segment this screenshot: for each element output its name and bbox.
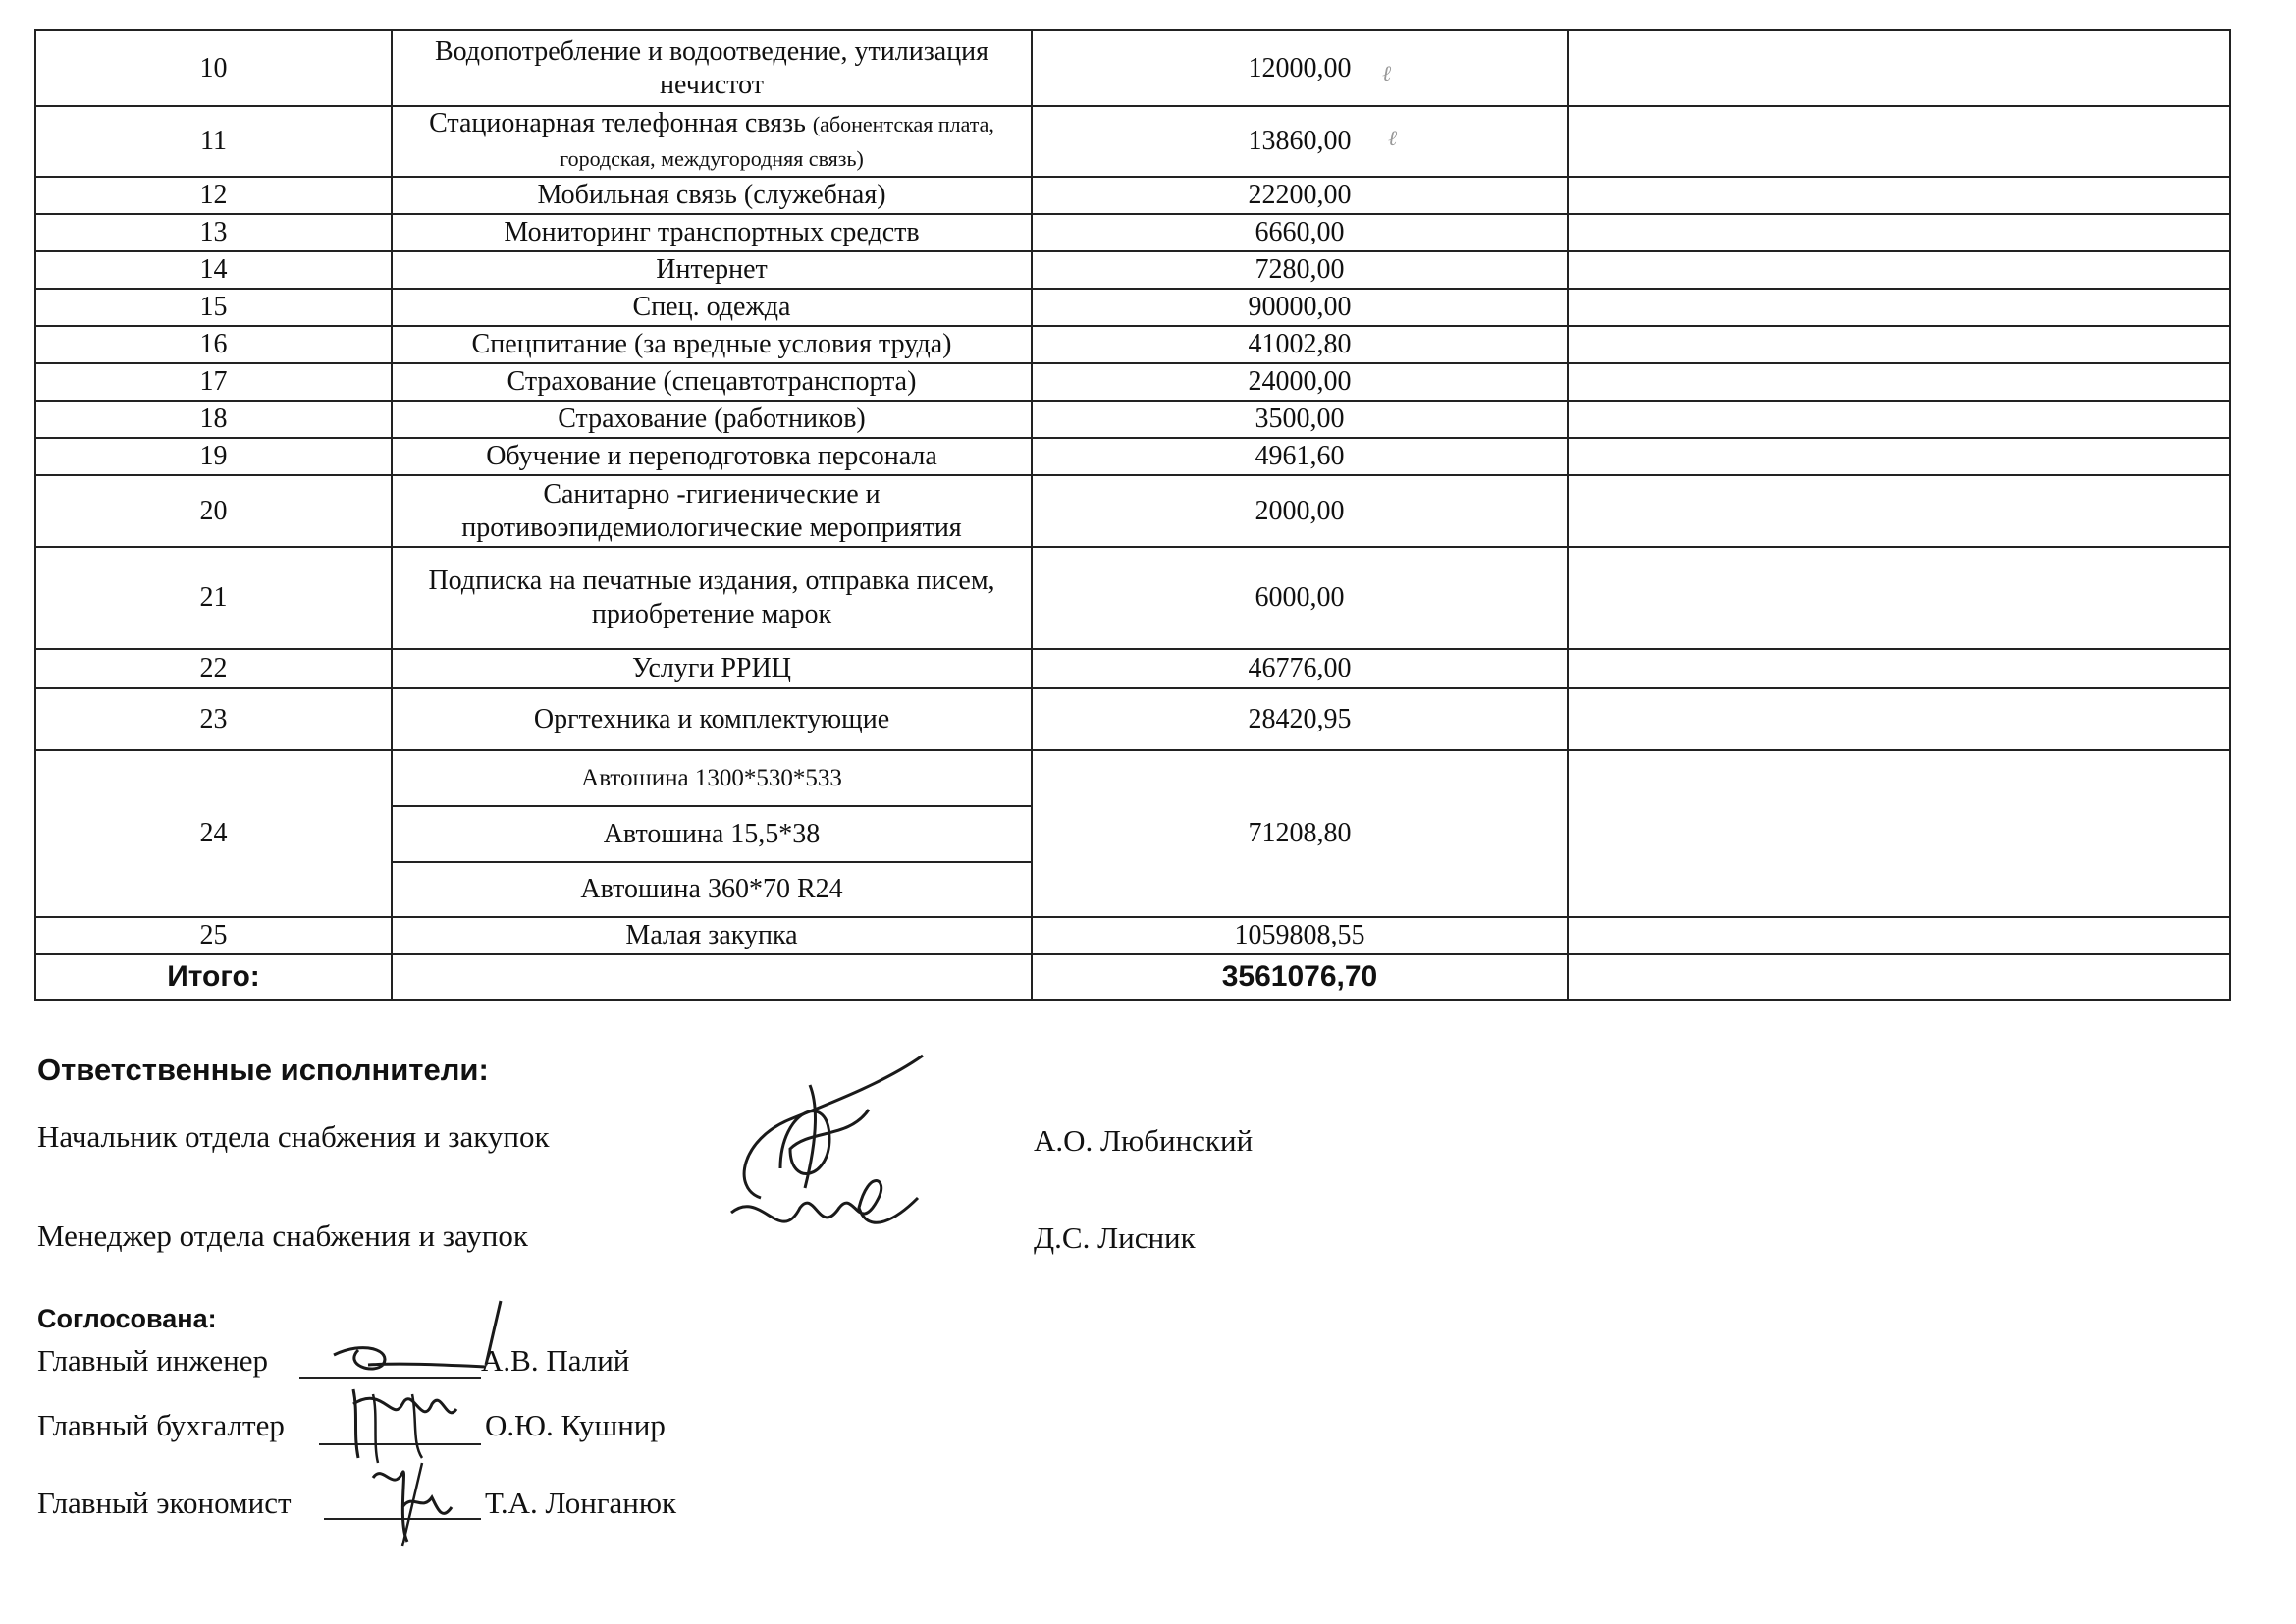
row-name: Санитарно -гигиенические и противоэпидемиологические мероприятия bbox=[392, 475, 1032, 547]
row-sum: 71208,80 bbox=[1032, 750, 1568, 917]
row-number: 19 bbox=[35, 438, 392, 475]
row-number: 16 bbox=[35, 326, 392, 363]
table-row bbox=[35, 688, 2230, 750]
total-sum: 3561076,70 bbox=[1032, 954, 1568, 1000]
check-mark: ℓ bbox=[1388, 126, 1398, 150]
row-number: 23 bbox=[35, 688, 392, 750]
total-empty bbox=[392, 954, 1032, 1000]
row-note bbox=[1568, 326, 2230, 363]
table-row bbox=[35, 649, 2230, 688]
row-name: Водопотребление и водоотведение, утилизация нечистот bbox=[392, 30, 1032, 106]
row-number: 21 bbox=[35, 547, 392, 649]
row-name-detail: (абонентская плата, городская, междугородняя связь) bbox=[560, 112, 994, 171]
expense-table bbox=[34, 29, 2231, 1001]
approval-heading: Соглосована: bbox=[37, 1304, 217, 1333]
row-sum: 24000,00 bbox=[1032, 363, 1568, 401]
row-sum: 6660,00 bbox=[1032, 214, 1568, 251]
row-note bbox=[1568, 30, 2230, 106]
row-name: Интернет bbox=[392, 251, 1032, 289]
row-name: Оргтехника и комплектующие bbox=[392, 688, 1032, 750]
row-name: Мониторинг транспортных средств bbox=[392, 214, 1032, 251]
row-number: 22 bbox=[35, 649, 392, 688]
row-sum: 2000,00 bbox=[1032, 475, 1568, 547]
row-note bbox=[1568, 750, 2230, 917]
row-note bbox=[1568, 289, 2230, 326]
table-row bbox=[35, 438, 2230, 475]
row-number: 18 bbox=[35, 401, 392, 438]
row-note bbox=[1568, 547, 2230, 649]
row-sum: 46776,00 bbox=[1032, 649, 1568, 688]
table-row bbox=[35, 214, 2230, 251]
row-name: Спецпитание (за вредные условия труда) bbox=[392, 326, 1032, 363]
table-row bbox=[35, 251, 2230, 289]
row-number: 25 bbox=[35, 917, 392, 954]
row-note bbox=[1568, 106, 2230, 177]
table-row bbox=[35, 106, 2230, 177]
person-name: А.О. Любинский bbox=[1034, 1123, 1254, 1158]
row-number: 20 bbox=[35, 475, 392, 547]
row-sum: 3500,00 bbox=[1032, 401, 1568, 438]
row-name: Услуги РРИЦ bbox=[392, 649, 1032, 688]
total-row bbox=[35, 954, 2230, 1000]
row-number: 11 bbox=[35, 106, 392, 177]
row-note bbox=[1568, 438, 2230, 475]
row-name: Спец. одежда bbox=[392, 289, 1032, 326]
row-sum: 13860,00 bbox=[1032, 106, 1568, 177]
table-row bbox=[35, 750, 2230, 806]
row-number: 15 bbox=[35, 289, 392, 326]
row-name: Страхование (спецавтотранспорта) bbox=[392, 363, 1032, 401]
position-label: Главный экономист bbox=[37, 1486, 292, 1520]
tire-item: Автошина 360*70 R24 bbox=[392, 862, 1032, 917]
table-row bbox=[35, 401, 2230, 438]
tire-item: Автошина 15,5*38 bbox=[392, 806, 1032, 862]
total-note bbox=[1568, 954, 2230, 1000]
person-name: А.В. Палий bbox=[481, 1343, 630, 1378]
table-row bbox=[35, 547, 2230, 649]
signature-approvals bbox=[314, 1296, 530, 1561]
table-row bbox=[35, 30, 2230, 106]
row-number: 24 bbox=[35, 750, 392, 917]
row-sum: 22200,00 bbox=[1032, 177, 1568, 214]
row-note bbox=[1568, 251, 2230, 289]
row-sum: 90000,00 bbox=[1032, 289, 1568, 326]
row-note bbox=[1568, 363, 2230, 401]
table-row bbox=[35, 917, 2230, 954]
person-name: Д.С. Лисник bbox=[1034, 1220, 1196, 1255]
row-sum: 28420,95 bbox=[1032, 688, 1568, 750]
row-name: Малая закупка bbox=[392, 917, 1032, 954]
total-label: Итого: bbox=[35, 954, 392, 1000]
row-name: Страхование (работников) bbox=[392, 401, 1032, 438]
row-note bbox=[1568, 917, 2230, 954]
row-number: 13 bbox=[35, 214, 392, 251]
table-row bbox=[35, 475, 2230, 547]
responsible-heading: Ответственные исполнители: bbox=[37, 1053, 489, 1087]
row-note bbox=[1568, 401, 2230, 438]
row-number: 12 bbox=[35, 177, 392, 214]
row-name bbox=[392, 106, 1032, 177]
row-sum: 1059808,55 bbox=[1032, 917, 1568, 954]
row-number: 10 bbox=[35, 30, 392, 106]
check-mark: ℓ bbox=[1382, 61, 1392, 85]
row-number: 17 bbox=[35, 363, 392, 401]
row-note bbox=[1568, 688, 2230, 750]
row-sum: 12000,00 bbox=[1032, 30, 1568, 106]
row-sum: 4961,60 bbox=[1032, 438, 1568, 475]
row-note bbox=[1568, 475, 2230, 547]
row-note bbox=[1568, 649, 2230, 688]
row-name: Мобильная связь (служебная) bbox=[392, 177, 1032, 214]
table-row bbox=[35, 289, 2230, 326]
row-note bbox=[1568, 177, 2230, 214]
row-name: Обучение и переподготовка персонала bbox=[392, 438, 1032, 475]
row-note bbox=[1568, 214, 2230, 251]
person-name: О.Ю. Кушнир bbox=[485, 1408, 666, 1442]
table-row bbox=[35, 326, 2230, 363]
tire-item: Автошина 1300*530*533 bbox=[392, 750, 1032, 806]
row-sum: 41002,80 bbox=[1032, 326, 1568, 363]
row-sum: 7280,00 bbox=[1032, 251, 1568, 289]
position-label: Главный бухгалтер bbox=[37, 1408, 285, 1442]
person-name: Т.А. Лонганюк bbox=[485, 1486, 677, 1520]
signature-lubinsky bbox=[721, 1051, 947, 1257]
position-label: Главный инженер bbox=[37, 1343, 269, 1378]
table-row bbox=[35, 363, 2230, 401]
row-name-main: Стационарная телефонная связь bbox=[429, 108, 806, 138]
row-number: 14 bbox=[35, 251, 392, 289]
row-name: Подписка на печатные издания, отправка писем, приобретение марок bbox=[392, 547, 1032, 649]
row-sum: 6000,00 bbox=[1032, 547, 1568, 649]
position-label: Начальник отдела снабжения и закупок bbox=[37, 1119, 550, 1154]
position-label: Менеджер отдела снабжения и заупок bbox=[37, 1218, 528, 1253]
table-row bbox=[35, 177, 2230, 214]
